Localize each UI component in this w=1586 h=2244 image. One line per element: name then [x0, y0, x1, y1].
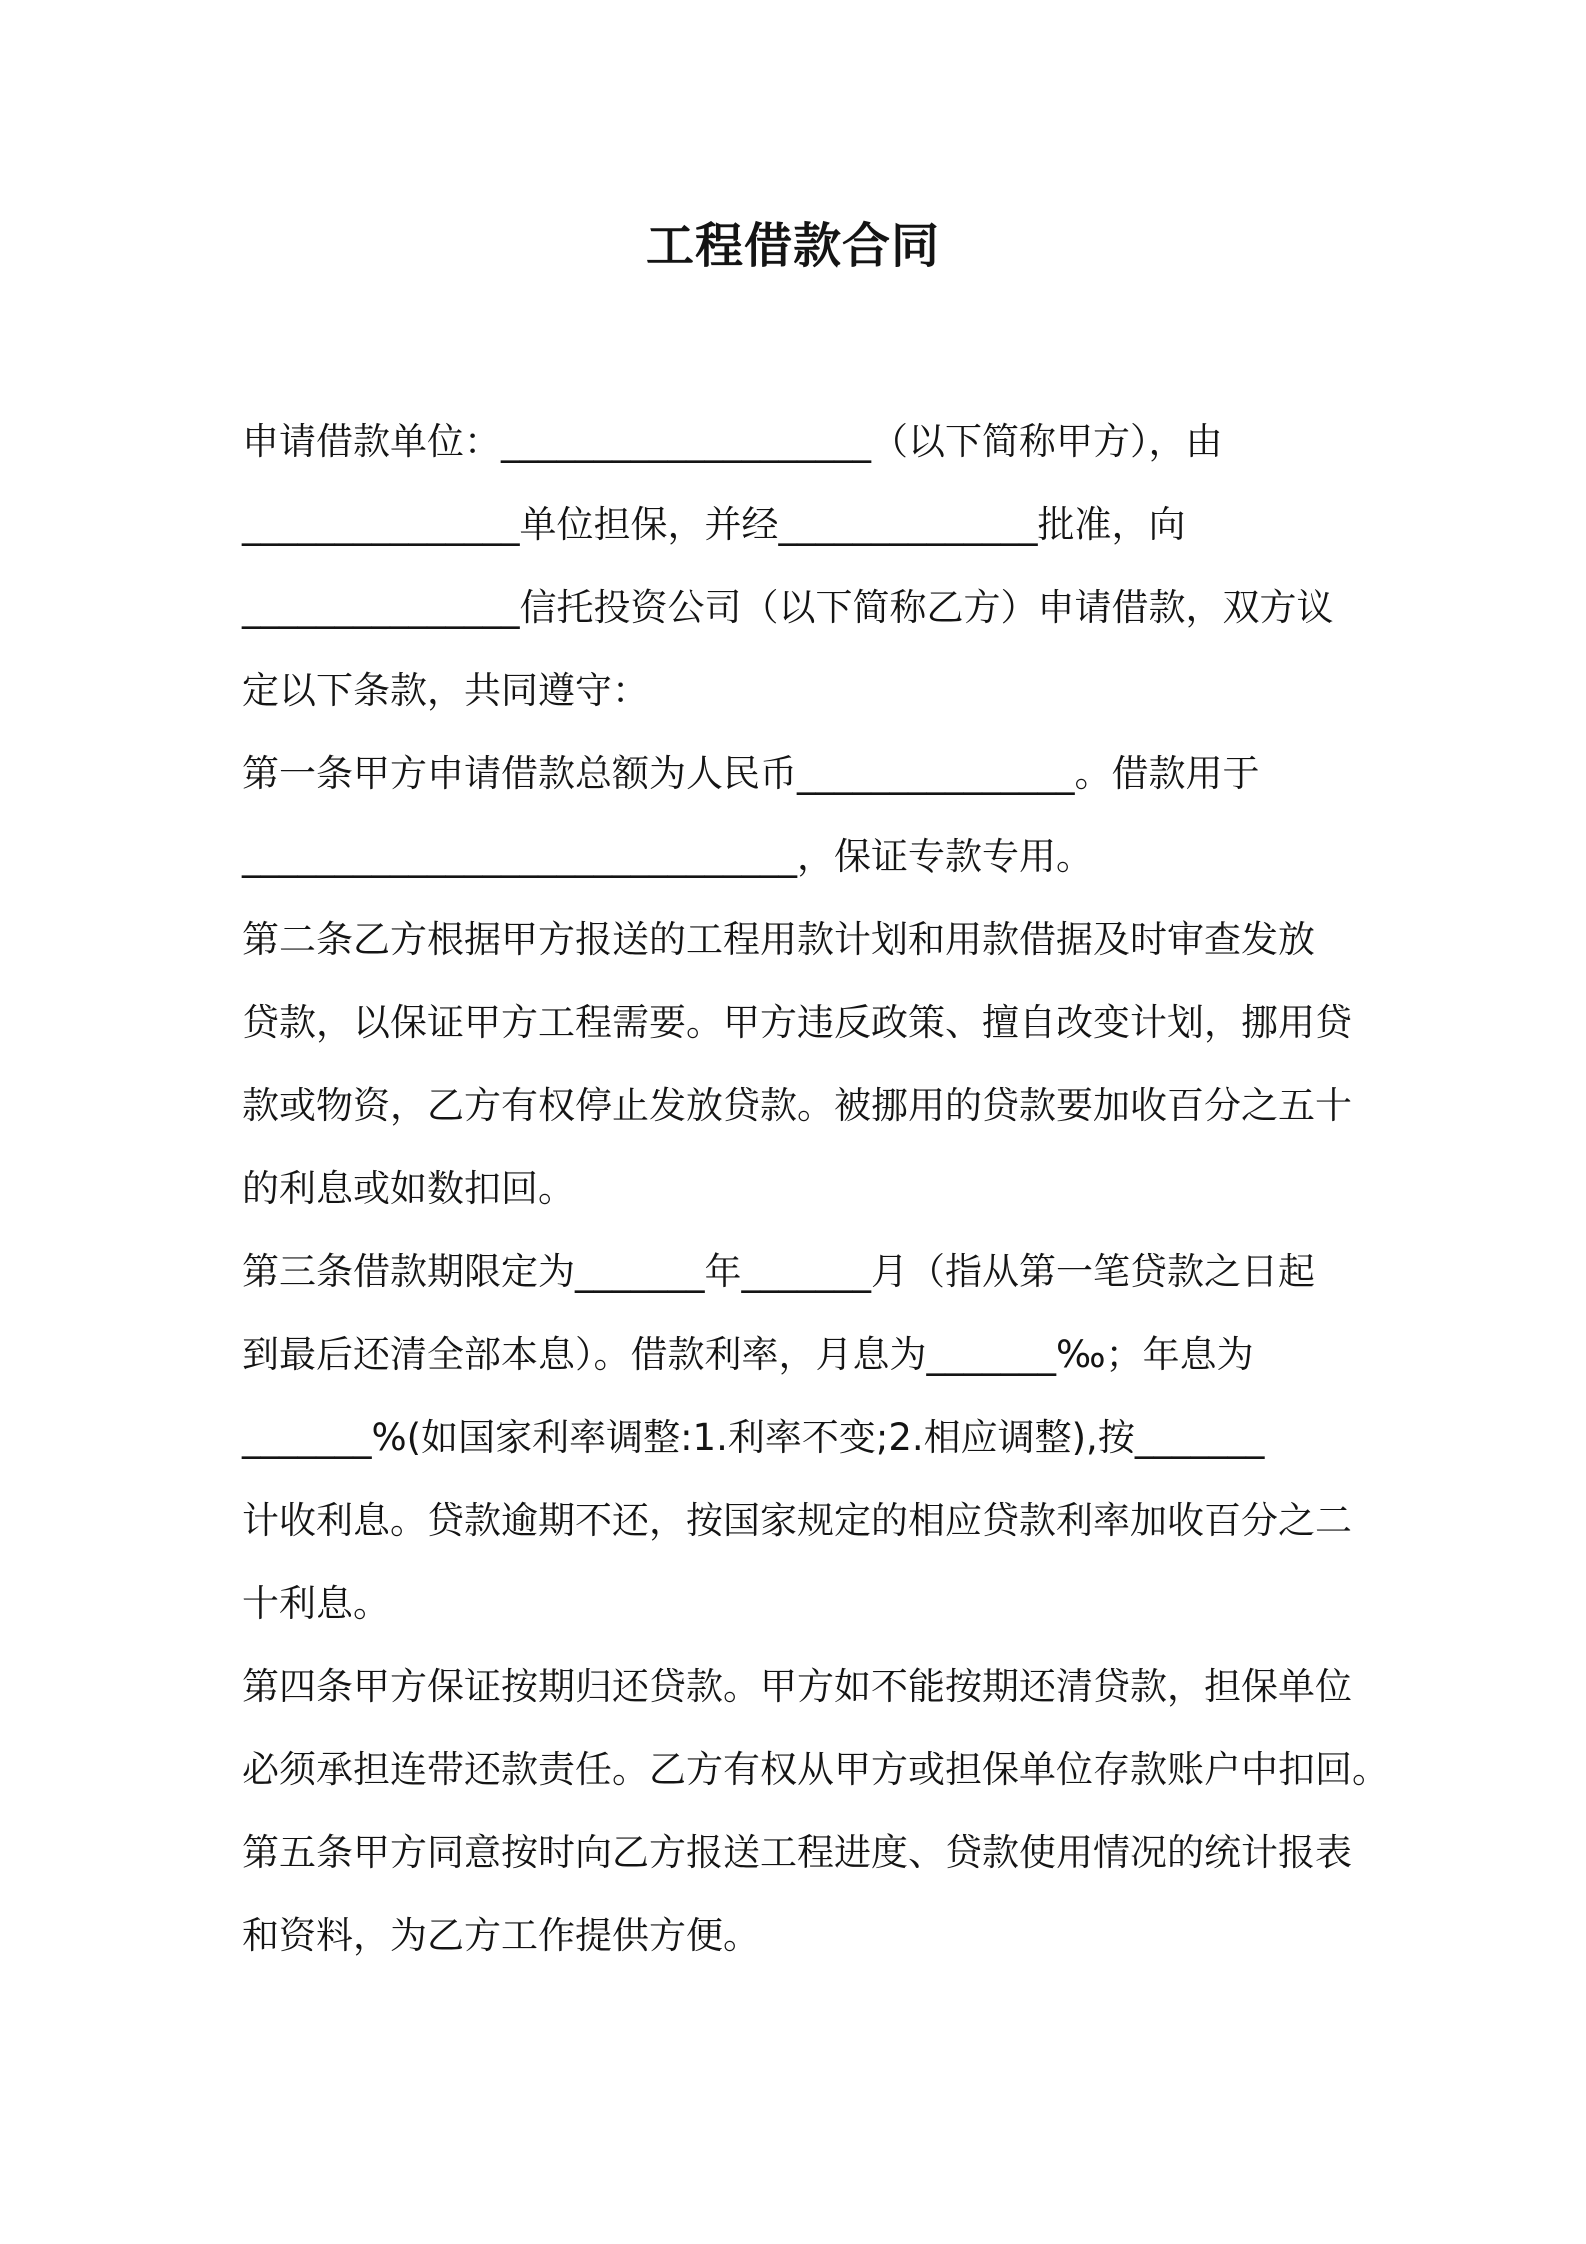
body-line: 的利息或如数扣回。 — [242, 1167, 575, 1210]
body-line: 十利息。 — [242, 1582, 390, 1625]
body-line: 申请借款单位：____________________（以下简称甲方），由 — [242, 420, 1223, 463]
body-line: 计收利息。贷款逾期不还，按国家规定的相应贷款利率加收百分之二 — [242, 1499, 1352, 1542]
body-line: _______________信托投资公司（以下简称乙方）申请借款，双方议 — [242, 586, 1334, 629]
body-line: 定以下条款，共同遵守： — [242, 669, 649, 712]
document-title: 工程借款合同 — [645, 218, 940, 274]
body-line: 第一条甲方申请借款总额为人民币_______________。借款用于 — [242, 752, 1260, 795]
body-line: ______________________________，保证专款专用。 — [242, 835, 1093, 878]
body-line: 到最后还清全部本息）。借款利率，月息为_______‰；年息为 — [242, 1333, 1254, 1376]
body-line: 第五条甲方同意按时向乙方报送工程进度、贷款使用情况的统计报表 — [242, 1831, 1352, 1874]
body-line: 贷款，以保证甲方工程需要。甲方违反政策、擅自改变计划，挪用贷 — [242, 1001, 1352, 1044]
body-line: 第三条借款期限定为_______年_______月（指从第一笔贷款之日起 — [242, 1250, 1315, 1293]
body-line: 必须承担连带还款责任。乙方有权从甲方或担保单位存款账户中扣回。 — [242, 1748, 1389, 1791]
body-line: 款或物资，乙方有权停止发放贷款。被挪用的贷款要加收百分之五十 — [242, 1084, 1352, 1127]
body-line: _______________单位担保，并经______________批准，向 — [242, 503, 1186, 546]
body-line: 第四条甲方保证按期归还贷款。甲方如不能按期还清贷款，担保单位 — [242, 1665, 1352, 1708]
body-line: 和资料，为乙方工作提供方便。 — [242, 1914, 760, 1957]
body-line: _______%(如国家利率调整:1.利率不变;2.相应调整),按_______ — [242, 1416, 1265, 1459]
document-body — [242, 400, 1389, 1977]
body-line: 第二条乙方根据甲方报送的工程用款计划和用款借据及时审查发放 — [242, 918, 1315, 961]
